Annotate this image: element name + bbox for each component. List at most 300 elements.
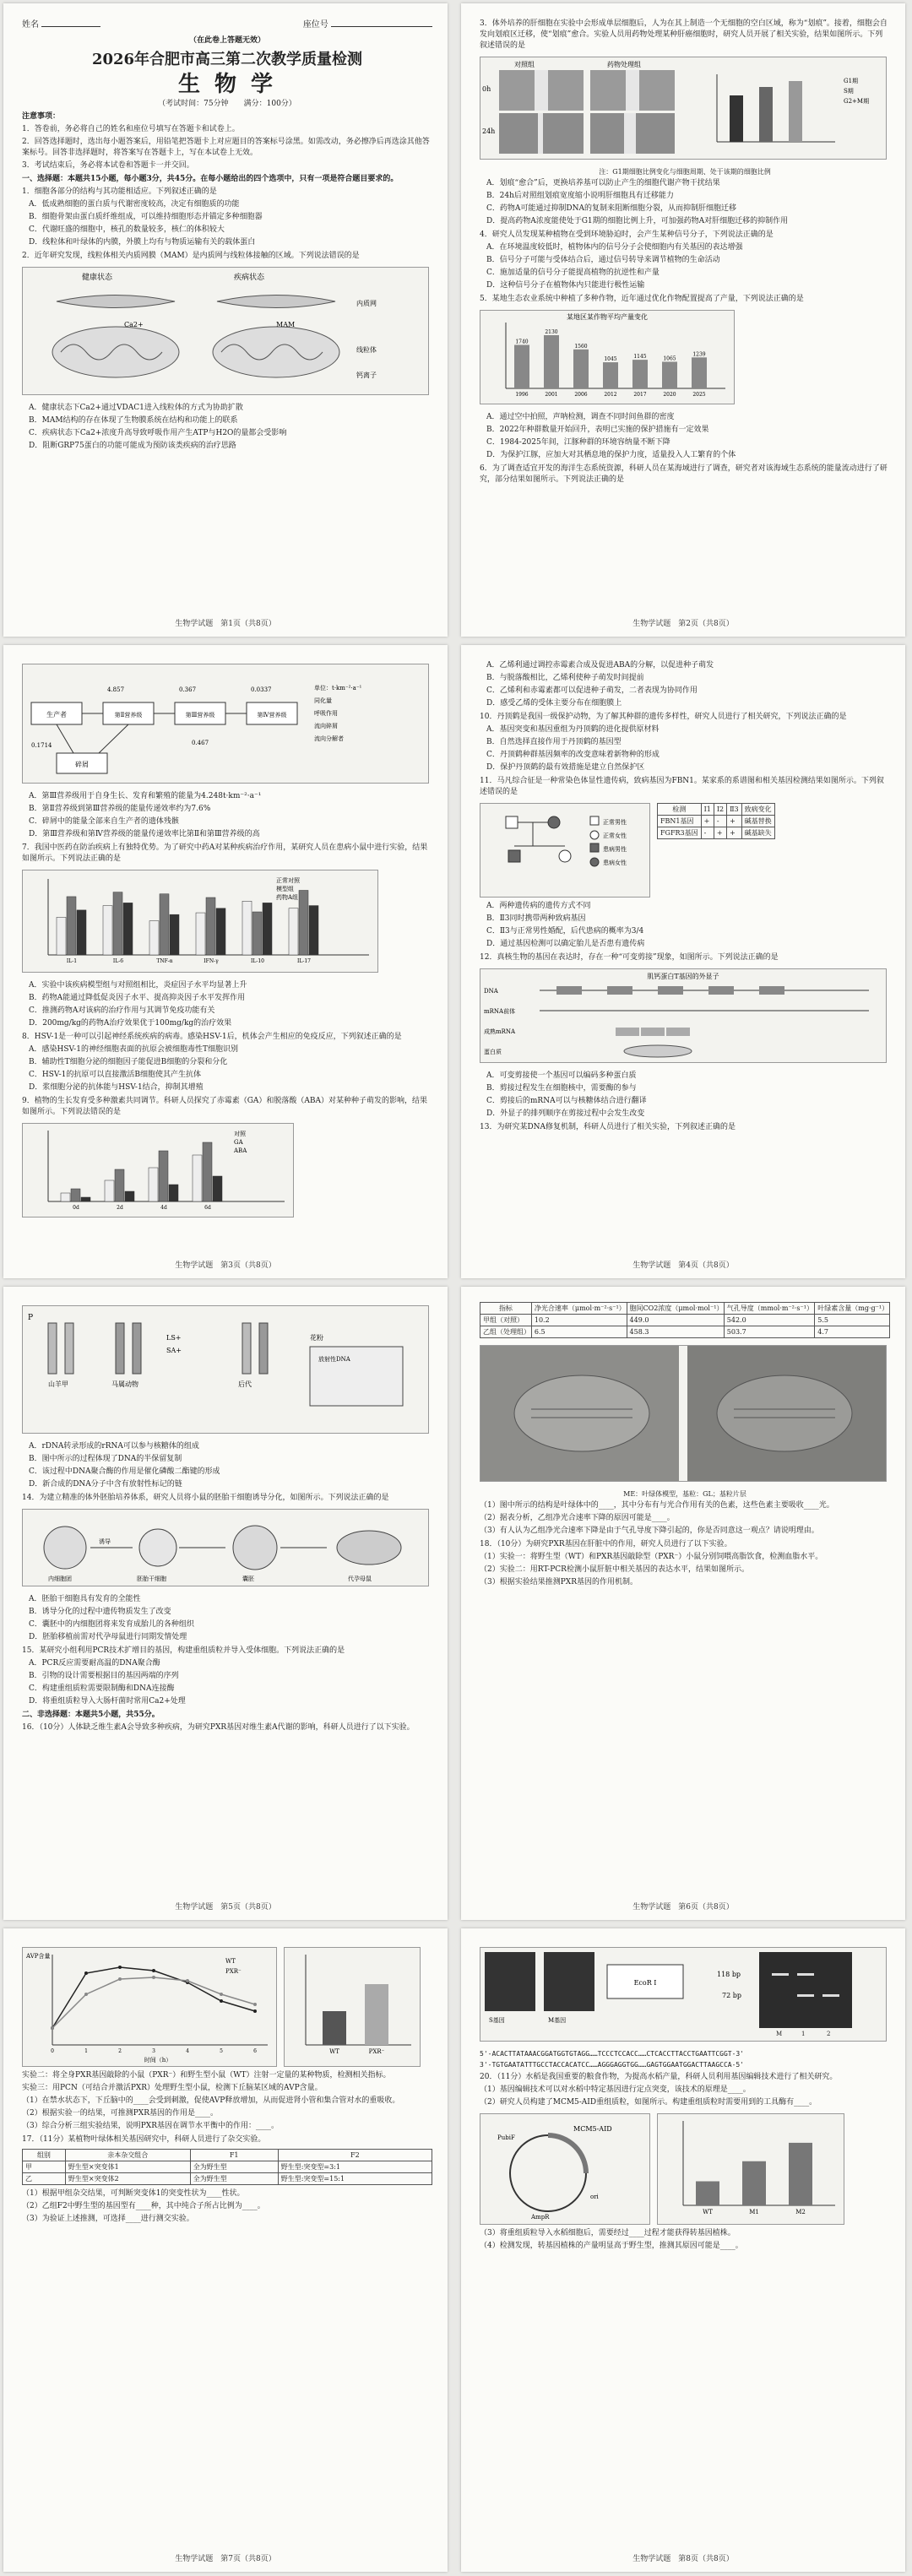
scratch-gap — [626, 70, 639, 111]
option: B．与脱落酸相比，乙烯利使种子萌发时间提前 — [486, 674, 644, 682]
question-10: 10．丹顶鹤是我国一级保护动物，为了解其种群的遗传多样性，研究人员进行了相关研究，下列说法正确的是 — [480, 713, 847, 721]
diagram-label: 1 — [801, 2031, 806, 2037]
tick-label: 2020 — [663, 392, 676, 398]
germination-bar-chart — [22, 1123, 294, 1217]
table-row — [658, 816, 775, 827]
data-point — [186, 1979, 189, 1982]
option: B．第Ⅱ营养级到第Ⅲ营养级的能量传递效率约为7.6% — [29, 805, 211, 813]
data-point — [84, 1971, 88, 1975]
scratch-gap — [538, 113, 543, 154]
legend-item: GA — [234, 1139, 243, 1146]
table-cell: 野生型:突变型=3:1 — [278, 2161, 432, 2173]
sub-question: （2）乙组F2中野生型的基因型有____种，其中纯合子所占比例为____。 — [22, 2202, 265, 2210]
option: C．构建重组质粒需要限制酶和DNA连接酶 — [29, 1684, 175, 1693]
tick-label: 3 — [152, 2048, 155, 2054]
bar — [77, 910, 86, 955]
tick-label: 2d — [117, 1205, 123, 1211]
data-label: 1239 — [692, 351, 706, 358]
diagram-label: P — [28, 1314, 34, 1322]
notes-title: 注意事项： — [22, 112, 61, 121]
panel-label: 对照组 — [514, 61, 535, 68]
legend-item: S期 — [844, 88, 854, 95]
sub-question: （4）检测发现，转基因植株的产量明显高于野生型，推测其原因可能是____。 — [480, 2242, 743, 2250]
table-row — [23, 2161, 432, 2173]
option: D．200mg/kg的药物A治疗效果优于100mg/kg的治疗效果 — [29, 1019, 232, 1028]
question-6: 6．为了调查适宜开发的海洋生态系统资源，科研人员在某海域进行了调查，研究者对该海域生态系统的能量流动进行了研究，部分结果如图所示。下列说法正确的是 — [480, 464, 888, 484]
exon — [607, 986, 632, 995]
bar — [544, 335, 559, 388]
figure-caption: ME：叶绿体模型，基粒：GL；基粒片层 — [623, 1490, 746, 1498]
legend-item: 正常男性 — [603, 819, 627, 826]
invalid-notice: （在此卷上答题无效） — [188, 36, 265, 45]
legend-item: 流向碎屑 — [314, 723, 338, 729]
tick-label: 0 — [51, 2048, 54, 2054]
avp-line-chart — [22, 1947, 277, 2067]
sub-question: （1）图中所示的结构是叶绿体中的____，其中分布有与光合作用有关的色素，这些色素主要吸收____光。 — [480, 1501, 834, 1510]
sub-question: （3）综合分析三组实验结果，说明PXR基因在调节水平衡中的作用：____。 — [22, 2122, 279, 2130]
table-cell: 542.0 — [724, 1315, 814, 1326]
legend-item: 正常对照 — [276, 877, 300, 884]
pedigree-female — [559, 850, 571, 862]
question-8: 8．HSV-1是一种可以引起神经系统疾病的病毒。感染HSV-1后，机体会产生相应的免疫反应，下列叙述正确的是 — [22, 1033, 402, 1041]
table-header: 致病变化 — [741, 804, 774, 816]
diagram-label: 后代 — [238, 1380, 252, 1388]
table-cell: 4.7 — [815, 1326, 890, 1338]
table-cell: 野生型×突变体1 — [65, 2161, 190, 2173]
option: B．24h后对照组划痕宽度缩小说明肝细胞具有迁移能力 — [486, 192, 674, 200]
bar — [789, 81, 802, 142]
row-label: 0h — [482, 85, 491, 93]
tick-label: IL-6 — [112, 958, 124, 964]
page-4 — [461, 645, 905, 1278]
table-cell: + — [727, 816, 742, 827]
bar — [149, 1168, 158, 1201]
data-point — [253, 2003, 257, 2006]
photosynthesis-table — [480, 1302, 890, 1338]
tick-label: 2006 — [574, 392, 588, 398]
diagram-label: EcoR Ⅰ — [633, 1979, 657, 1987]
option: D．将重组质粒导入大肠杆菌时常用Ca2+处理 — [29, 1697, 186, 1706]
row-label: mRNA前体 — [484, 1008, 516, 1015]
blastocyst — [233, 1526, 277, 1570]
legend-swatch — [590, 858, 599, 866]
page-8 — [461, 1928, 905, 2572]
exon — [759, 986, 784, 995]
table-header: 胞间CO2浓度（μmol·mol⁻¹） — [627, 1303, 724, 1315]
page-footer: 生物学试题 第6页（共8页） — [632, 1903, 734, 1912]
option: D．感受乙烯的受体主要分布在细胞膜上 — [486, 699, 622, 708]
chloroplast — [717, 1375, 852, 1451]
mature-mrna — [666, 1028, 690, 1036]
tick-label: M2 — [795, 2209, 806, 2215]
bar — [692, 357, 707, 388]
chromosome-diagram — [22, 1305, 429, 1434]
series-line-ko — [52, 1977, 255, 2028]
bar — [149, 921, 159, 955]
node-label: 第Ⅳ营养级 — [257, 712, 287, 719]
table-header: 指标 — [480, 1303, 532, 1315]
page-footer: 生物学试题 第5页（共8页） — [175, 1903, 276, 1912]
data-point — [118, 1977, 122, 1981]
data-point — [118, 1966, 122, 1969]
bar — [213, 1176, 222, 1201]
bar — [289, 908, 298, 955]
mature-mrna — [641, 1028, 665, 1036]
diagram-label: 诱导 — [99, 1538, 111, 1545]
sub-question: （1）在禁水状态下，下丘脑中的____会受到刺激，促使AVP释放增加，从而促进肾小管和集合管对水的重吸收。 — [22, 2096, 400, 2105]
figure-caption: 注：G1期细胞比例变化与细胞周期、处于该期的细胞比例 — [599, 168, 771, 176]
splicing-diagram — [480, 968, 887, 1063]
bar — [203, 1142, 212, 1201]
tick-label: 6d — [204, 1205, 211, 1211]
table-cell: 503.7 — [724, 1326, 814, 1338]
node-label: 碎屑 — [75, 761, 89, 768]
option: A．两种遗传病的遗传方式不同 — [486, 902, 591, 910]
scratch-gap — [624, 113, 636, 154]
diagram-label: ori — [590, 2194, 599, 2200]
option: C．推测药物A对该病的治疗作用与其调节免疫功能有关 — [29, 1006, 215, 1015]
gel-image — [544, 1952, 594, 2011]
node-label: 第Ⅱ营养级 — [114, 712, 143, 719]
bar — [61, 1193, 70, 1201]
option: C．乙烯利和赤霉素都可以促进种子萌发，二者表现为协同作用 — [486, 686, 698, 695]
page-footer: 生物学试题 第7页（共8页） — [175, 2555, 276, 2563]
diagram-title: 肌钙蛋白T基因的外显子 — [647, 973, 719, 980]
legend-item: 呼吸作用 — [314, 710, 338, 717]
tick-label: 2012 — [604, 392, 617, 398]
diagram-label: LS+ — [166, 1334, 182, 1342]
bar — [103, 906, 112, 955]
diagram-label: Ca2+ — [124, 321, 144, 328]
table-row — [23, 2173, 432, 2185]
table-header: 组别 — [23, 2150, 66, 2161]
tick-label: 2 — [118, 2048, 122, 2054]
data-point — [220, 1999, 223, 2003]
question-15: 15．某研究小组利用PCR技术扩增目的基因，构建重组质粒并导入受体细胞。下列说法正确的是 — [22, 1646, 345, 1655]
bar — [789, 2143, 812, 2205]
legend-item: G2+M期 — [844, 98, 870, 105]
gel-image — [759, 1952, 852, 2028]
data-label: 1740 — [515, 339, 529, 345]
option: A．感染HSV-1的神经细胞表面的抗原会被细胞毒性T细胞识别 — [29, 1045, 238, 1054]
option: C．1984-2025年间，江豚种群的环境容纳量不断下降 — [486, 438, 670, 447]
bar — [309, 906, 318, 955]
diagram-label: M — [776, 2031, 783, 2037]
bar — [196, 913, 205, 955]
pedigree-male — [508, 850, 520, 862]
diagram-label: 118 bp — [717, 1971, 741, 1978]
question-11: 11．马凡综合征是一种常染色体显性遗传病，致病基因为FBN1。某家系的系谱图和相关基因检测结果如图所示。下列叙述错误的是 — [480, 777, 884, 796]
question-4: 4．研究人员发现某种植物在受到环境胁迫时，会产生某种信号分子，下列说法正确的是 — [480, 230, 774, 239]
sub-question: （1）实验一：将野生型（WT）和PXR基因敲除型（PXR⁻）小鼠分别饲喂高脂饮食，检测血脂水平。 — [480, 1553, 823, 1561]
option: A．健康状态下Ca2+通过VDAC1进入线粒体的方式为协助扩散 — [29, 404, 243, 412]
bar — [365, 1984, 388, 2045]
table-cell: 全为野生型 — [190, 2173, 278, 2185]
table-header: 检测 — [658, 804, 702, 816]
section-heading: 一、选择题：本题共15小题，每小题3分，共45分。在每小题给出的四个选项中，只有一项是符合题目要求的。 — [22, 175, 399, 183]
question-18: 18．（10分）为研究PXR基因在肝脏中的作用，研究人员进行了以下实验。 — [480, 1540, 732, 1548]
table-cell: + — [727, 827, 742, 839]
bar — [696, 2182, 719, 2206]
pedigree-male — [506, 816, 518, 828]
tick-label: 2001 — [545, 392, 558, 398]
diagram-label: 马属动物 — [111, 1380, 138, 1388]
option: D．外显子的排列顺序在剪接过程中会发生改变 — [486, 1109, 645, 1118]
bar — [105, 1180, 114, 1201]
bar — [242, 901, 252, 955]
mam-diagram — [22, 267, 429, 395]
option: A．第Ⅲ营养级用于自身生长、发育和繁殖的能量为4.248t·km⁻²·a⁻¹ — [29, 792, 262, 800]
tick-label: 0d — [73, 1205, 79, 1211]
diagram-label: 花粉 — [310, 1334, 323, 1342]
diagram-label: PubiF — [497, 2134, 515, 2141]
table-cell: 10.2 — [531, 1315, 627, 1326]
gel-band — [772, 1973, 789, 1976]
er-right — [217, 296, 335, 308]
page-5 — [3, 1287, 448, 1920]
option: A．胚胎干细胞具有发育的全能性 — [29, 1595, 141, 1603]
diagram-label: 2 — [827, 2031, 831, 2037]
bar — [603, 362, 618, 388]
data-point — [51, 2026, 54, 2030]
bar — [113, 892, 122, 955]
row-label: DNA — [484, 988, 498, 995]
row-label: 24h — [482, 127, 496, 135]
bar — [759, 87, 773, 142]
sub-question: （2）实验二：用RT-PCR检测小鼠肝脏中相关基因的表达水平，结果如图所示。 — [480, 1565, 749, 1574]
tick-label: 6 — [253, 2048, 257, 2054]
diagram-label: 囊胚 — [242, 1575, 254, 1582]
bar — [573, 350, 589, 388]
protein — [624, 1045, 692, 1057]
chloroplast — [514, 1375, 649, 1451]
bar — [323, 2011, 346, 2045]
data-point — [152, 1976, 155, 1979]
exam-header — [22, 19, 432, 30]
legend-item: 模型组 — [276, 886, 294, 892]
option: C．该过程中DNA聚合酶的作用是催化磷酸二酯键的形成 — [29, 1467, 220, 1476]
question-17: 17．（11分）某植物叶绿体相关基因研究中，科研人员进行了杂交实验。 — [22, 2135, 266, 2144]
table-cell: 碱基替换 — [741, 816, 774, 827]
option: C．疾病状态下Ca2+浓度升高导致呼吸作用产生ATP与H2O的量都会受影响 — [29, 429, 287, 437]
option: B．图中所示的过程体现了DNA的半保留复制 — [29, 1455, 182, 1463]
tick-label: WT — [329, 2048, 339, 2055]
table-row — [480, 1326, 890, 1338]
cell-illustration — [44, 1527, 86, 1569]
data-point — [84, 1993, 88, 1996]
flow-arrow — [57, 724, 73, 753]
gel-band — [797, 1973, 814, 1976]
bar — [216, 908, 225, 955]
name-label: 姓名 — [22, 20, 39, 30]
data-label: 1560 — [574, 343, 588, 350]
option: C．施加适量的信号分子能提高植物的抗逆性和产量 — [486, 268, 660, 277]
sub-question: 实验二：将全身PXR基因敲除的小鼠（PXR⁻）和野生型小鼠（WT）注射一定量的某种物质，检测相关指标。 — [22, 2071, 391, 2080]
table-cell: - — [701, 827, 714, 839]
sub-question: 实验三：用PCN（可结合并激活PXR）处理野生型小鼠，检测下丘脑某区域的AVP含量。 — [22, 2084, 323, 2092]
gel-band — [822, 1994, 839, 1997]
option: A．划痕“愈合”后，更换培养基可以防止产生的细胞代谢产物干扰结果 — [486, 179, 720, 187]
embryo-diagram — [22, 1509, 429, 1586]
bar — [252, 912, 262, 955]
option: A．基因突变和基因重组为丹顶鹤的进化提供原材料 — [486, 725, 660, 734]
bar — [662, 361, 677, 388]
mature-mrna — [616, 1028, 639, 1036]
legend-item: WT — [225, 1958, 236, 1965]
option: C．碎屑中的能量全部来自生产者的遗体残骸 — [29, 817, 179, 826]
table-row — [480, 1315, 890, 1326]
option: A．PCR反应需要耐高温的DNA聚合酶 — [29, 1659, 160, 1668]
scratch-gap — [535, 70, 548, 111]
bar — [742, 2161, 766, 2205]
y-axis-label: AVP含量 — [26, 1953, 51, 1960]
tick-label: 2025 — [692, 392, 706, 398]
bar — [115, 1169, 124, 1201]
avp-bar-chart — [284, 1947, 421, 2067]
subject-title: 生 物 学 — [177, 72, 277, 97]
bar — [299, 891, 308, 956]
table-header: F2 — [278, 2150, 432, 2161]
question-16: 16．（10分）人体缺乏维生素A会导致多种疾病，为研究PXR基因对维生素A代谢的影响，科研人员进行了以下实验。 — [22, 1723, 415, 1732]
data-point — [253, 2009, 257, 2013]
question-7: 7．我国中医药在防治疾病上有独特优势。为了研究中药A对某种疾病治疗作用，某研究人员在患病小鼠中进行实验，结果如图所示。下列说法正确的是 — [22, 843, 428, 863]
tick-label: 4d — [160, 1205, 167, 1211]
tick-label: 2017 — [633, 392, 647, 398]
yield-bar-chart — [657, 2113, 844, 2225]
option: D．新合成的DNA分子中含有放射性标记的链 — [29, 1480, 182, 1489]
legend-item: G1期 — [844, 78, 859, 84]
option: D．浆细胞分泌的抗体能与HSV-1结合，抑制其增殖 — [29, 1083, 204, 1092]
tick-label: 1996 — [515, 392, 529, 398]
legend-item: 患病男性 — [603, 846, 627, 853]
chromosome — [242, 1323, 251, 1374]
sub-question: （3）根据实验结果推测PXR基因的作用机制。 — [480, 1578, 638, 1586]
page-7 — [3, 1928, 448, 2572]
seat-label: 座位号 — [302, 20, 328, 30]
diagram-label: 健康状态 — [82, 274, 113, 282]
legend-item: 单位：t·km⁻²·a⁻¹ — [314, 685, 362, 691]
legend-item: 患病女性 — [603, 860, 627, 866]
tick-label: 1 — [84, 2048, 88, 2054]
table-cell: FBN1基因 — [658, 816, 702, 827]
node-label: 生产者 — [46, 711, 67, 719]
bar — [123, 903, 133, 955]
cross-table — [22, 2149, 432, 2185]
bar — [514, 344, 529, 388]
bar — [632, 360, 648, 388]
bar — [71, 1189, 80, 1201]
chromosome — [116, 1323, 124, 1374]
sub-question: （3）有人认为乙组净光合速率下降是由于气孔导度下降引起的，你是否同意这一观点？请说明理由。 — [480, 1527, 819, 1535]
page-footer: 生物学试题 第2页（共8页） — [632, 620, 734, 628]
option: A．rDNA转录形成的rRNA可以参与核糖体的组成 — [29, 1442, 199, 1451]
cytokine-bar-chart — [22, 870, 378, 973]
diagram-label: AmpR — [531, 2214, 550, 2221]
chloroplast-micrograph — [480, 1345, 887, 1482]
tick-label: IFN-γ — [204, 958, 219, 964]
pedigree-female — [548, 816, 560, 828]
option: B．诱导分化的过程中遗传物质发生了改变 — [29, 1608, 171, 1616]
table-cell: 野生型:突变型=15:1 — [278, 2173, 432, 2185]
diagram-label: 内细胞团 — [48, 1575, 72, 1582]
question-3: 3．体外培养的肝细胞在实验中会形成单层细胞后，人为在其上制造一个无细胞的空白区域，称为“划痕”。接着，细胞会自发向划痕区迁移，使“划痕”愈合。实验人员用药物处理某种肝癌细胞时，研究人员开展了相关实验，结果如图所示。下列叙述错误的是 — [480, 19, 888, 50]
option: C．药物A可能通过抑制DNA的复制来阻断细胞分裂，从而抑制肝细胞迁移 — [486, 204, 736, 213]
option: A．低成熟细胞的蛋白质与代谢密度较高，决定有细胞质的功能 — [29, 200, 240, 209]
population-bar-chart — [480, 310, 735, 404]
bar — [125, 1191, 134, 1201]
table-row — [658, 827, 775, 839]
table-header: Ⅱ3 — [727, 804, 742, 816]
table-cell: 458.3 — [627, 1326, 724, 1338]
sub-question: （2）据表分析，乙组净光合速率下降的原因可能是____。 — [480, 1514, 675, 1522]
option: D．阻断GRP75蛋白的功能可能成为预防该类疾病的治疗思路 — [29, 442, 236, 450]
question-12: 12．真核生物的基因在表达时，存在一种“可变剪接”现象，如图所示。下列说法正确的是 — [480, 953, 779, 962]
gel-diagram — [480, 1947, 887, 2042]
data-label: 1065 — [663, 355, 676, 362]
mouse-illustration — [337, 1531, 401, 1565]
exam-meta: （考试时间：75分钟 满分：100分） — [158, 100, 296, 108]
question-2: 2．近年研究发现，线粒体相关内质网膜（MAM）是内质网与线粒体接触的区域。下列说法错误的是 — [22, 252, 360, 260]
bar — [730, 95, 743, 142]
option: C．Ⅱ3与正常男性婚配，后代患病的概率为3/4 — [486, 927, 644, 935]
diagram-label: 钙离子 — [356, 371, 377, 379]
option: B．2022年种群数量开始回升，表明已实施的保护措施有一定效果 — [486, 426, 709, 434]
page-footer: 生物学试题 第3页（共8页） — [175, 1261, 276, 1270]
diagram-label: MCM5-AID — [573, 2125, 612, 2133]
legend-item: PXR⁻ — [225, 1968, 242, 1975]
tick-label: IL-10 — [250, 958, 265, 964]
flow-value: 4.857 — [107, 686, 125, 693]
sub-question: （3）为验证上述推测，可选择____进行测交实验。 — [22, 2215, 194, 2223]
exon — [708, 986, 734, 995]
x-axis-label: 时间（h） — [144, 2057, 172, 2064]
diagram-label: MAM — [276, 321, 296, 328]
data-point — [220, 1993, 223, 1996]
row-label: 成熟mRNA — [484, 1028, 516, 1035]
panel-label: 药物处理组 — [607, 61, 641, 68]
diagram-label: 内质网 — [356, 300, 377, 307]
option: B．辅助性T细胞分泌的细胞因子能促进B细胞的分裂和分化 — [29, 1058, 228, 1066]
table-cell: 甲 — [23, 2161, 66, 2173]
option: B．自然选择直接作用于丹顶鹤的基因型 — [486, 738, 622, 746]
pedigree-chart — [480, 803, 650, 898]
bar — [160, 894, 169, 955]
option: D．这种信号分子在植物体内只能进行极性运输 — [486, 281, 645, 290]
option: D．线粒体和叶绿体的内膜，外膜上均有与物质运输有关的载体蛋白 — [29, 238, 256, 247]
table-cell: 6.5 — [531, 1326, 627, 1338]
chromosome — [65, 1323, 73, 1374]
flow-value: 0.1714 — [31, 742, 52, 749]
table-header: Ⅰ1 — [701, 804, 714, 816]
option: B．剪接过程发生在细胞核中，需要酶的参与 — [486, 1084, 637, 1093]
option: B．药物A能通过降低促炎因子水平、提高抑炎因子水平发挥作用 — [29, 994, 246, 1002]
data-label: 1045 — [604, 356, 617, 363]
tick-label: 5 — [220, 2048, 223, 2054]
tick-label: WT — [703, 2209, 713, 2215]
diagram-label: 72 bp — [722, 1992, 741, 1999]
chart-title: 某地区某作物平均产量变化 — [567, 313, 648, 321]
option: D．胚胎移植前需对代孕母鼠进行同期发情处理 — [29, 1633, 187, 1641]
note-item: 1．答卷前，务必将自己的姓名和座位号填写在答题卡和试卷上。 — [22, 125, 240, 133]
option: A．实验中该疾病模型组与对照组相比，炎症因子水平均显著上升 — [29, 981, 247, 990]
flow-value: 0.467 — [192, 740, 209, 746]
table-header: 亲本杂交组合 — [65, 2150, 190, 2161]
option: D．保护丹顶鹤的最有效措施是建立自然保护区 — [486, 763, 645, 772]
diagram-label: 线粒体 — [356, 346, 377, 354]
bar — [169, 1185, 178, 1201]
tick-label: M1 — [749, 2209, 759, 2215]
legend-swatch — [590, 831, 599, 839]
